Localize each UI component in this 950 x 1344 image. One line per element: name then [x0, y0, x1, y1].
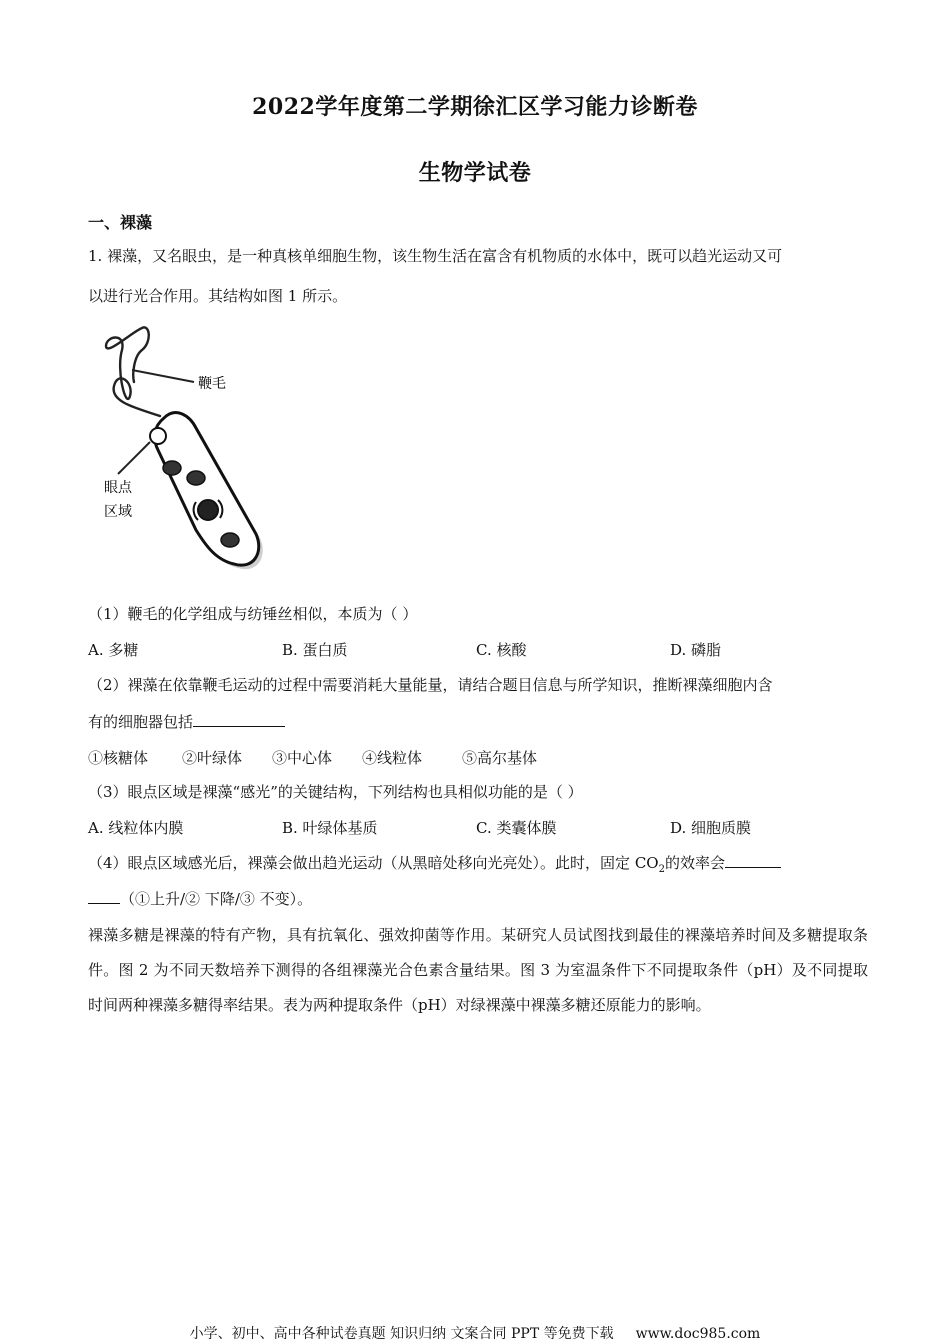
- sub2-choice-4: ④线粒体: [362, 749, 423, 767]
- sub4-answer-blank[interactable]: [725, 853, 781, 868]
- sub1-option-d[interactable]: D. 磷脂: [670, 641, 722, 659]
- nucleus-shape: [198, 500, 218, 520]
- passage-paragraph: 裸藻多糖是裸藻的特有产物，具有抗氧化、强效抑菌等作用。某研究人员试图找到最佳的裸藻培养时间及多糖提取条件。图 2 为不同天数培养下测得的各组裸藻光合色素含量结果。图 3 为室温条件下不同提取条件（pH）及不同提取时间两种裸藻多糖得率结果。表为两种提取条件（pH）对绿裸藻中裸藻多糖还原能力的影响。: [88, 926, 868, 1014]
- eyespot-label-line1: 眼点: [104, 480, 132, 496]
- sub3-stem: （3）眼点区域是裸藻“感光”的关键结构，下列结构也具相似功能的是（ ）: [88, 783, 583, 801]
- sub1-option-a[interactable]: A. 多糖: [88, 641, 139, 659]
- sub4-stem-text: （4）眼点区域感光后，裸藻会做出趋光运动（从黑暗处移向光亮处）。此时，固定 CO: [88, 854, 659, 872]
- sub4-stem-line2: [88, 888, 312, 909]
- sub3-option-d[interactable]: D. 细胞质膜: [670, 819, 752, 837]
- flagellum-shape: [106, 327, 160, 416]
- page-subtitle: 生物学试卷: [418, 160, 532, 186]
- sub4-answer-blank-cont[interactable]: [88, 889, 120, 904]
- q1-intro-line2: 以进行光合作用。其结构如图 1 所示。: [88, 287, 348, 305]
- sub3-option-c[interactable]: C. 类囊体膜: [476, 819, 557, 837]
- sub2-choice-2: ②叶绿体: [182, 749, 243, 767]
- sub4-stem-line1: [88, 852, 781, 875]
- euglena-figure: [96, 320, 266, 582]
- q1-intro-line1: 1. 裸藻，又名眼虫，是一种真核单细胞生物，该生物生活在富含有机物质的水体中，既可以趋光运动又可: [88, 247, 783, 265]
- chloroplast-shape: [163, 461, 181, 475]
- eyespot-shape: [150, 428, 166, 444]
- page-title: 2022学年度第二学期徐汇区学习能力诊断卷: [252, 94, 698, 120]
- co2-subscript: 2: [658, 864, 665, 875]
- sub3-option-a[interactable]: A. 线粒体内膜: [88, 819, 184, 837]
- footer-text: 小学、初中、高中各种试卷真题 知识归纳 文案合同 PPT 等免费下载: [189, 1326, 614, 1342]
- flagellum-label: 鞭毛: [198, 376, 226, 392]
- euglena-body: [155, 413, 259, 566]
- sub2-stem-line1: （2）裸藻在依靠鞭毛运动的过程中需要消耗大量能量，请结合题目信息与所学知识，推断裸藻细胞内含: [88, 676, 773, 694]
- sub3-option-b[interactable]: B. 叶绿体基质: [282, 819, 378, 837]
- sub2-answer-blank[interactable]: [193, 712, 285, 727]
- sub2-choice-5: ⑤高尔基体: [462, 749, 538, 767]
- sub2-choice-1: ①核糖体: [88, 749, 149, 767]
- sub2-choice-3: ③中心体: [272, 749, 333, 767]
- sub2-stem-text: 有的细胞器包括: [88, 713, 194, 731]
- sub1-stem: （1）鞭毛的化学组成与纺锤丝相似，本质为（ ）: [88, 605, 418, 623]
- sub2-stem-line2: [88, 711, 285, 732]
- eyespot-leader: [118, 442, 150, 474]
- sub4-stem-text-2: （①上升/② 下降/③ 不变）。: [120, 890, 313, 908]
- footer-url[interactable]: www.doc985.com: [635, 1326, 761, 1342]
- section-heading: 一、裸藻: [88, 213, 153, 232]
- eyespot-label-line2: 区域: [104, 504, 132, 520]
- flagellum-leader: [132, 370, 194, 382]
- chloroplast-shape: [187, 471, 205, 485]
- chloroplast-shape: [221, 533, 239, 547]
- sub1-option-c[interactable]: C. 核酸: [476, 641, 527, 659]
- page-footer: [0, 1323, 950, 1343]
- sub1-option-b[interactable]: B. 蛋白质: [282, 641, 348, 659]
- sub4-stem-text-end: 的效率会: [664, 854, 725, 872]
